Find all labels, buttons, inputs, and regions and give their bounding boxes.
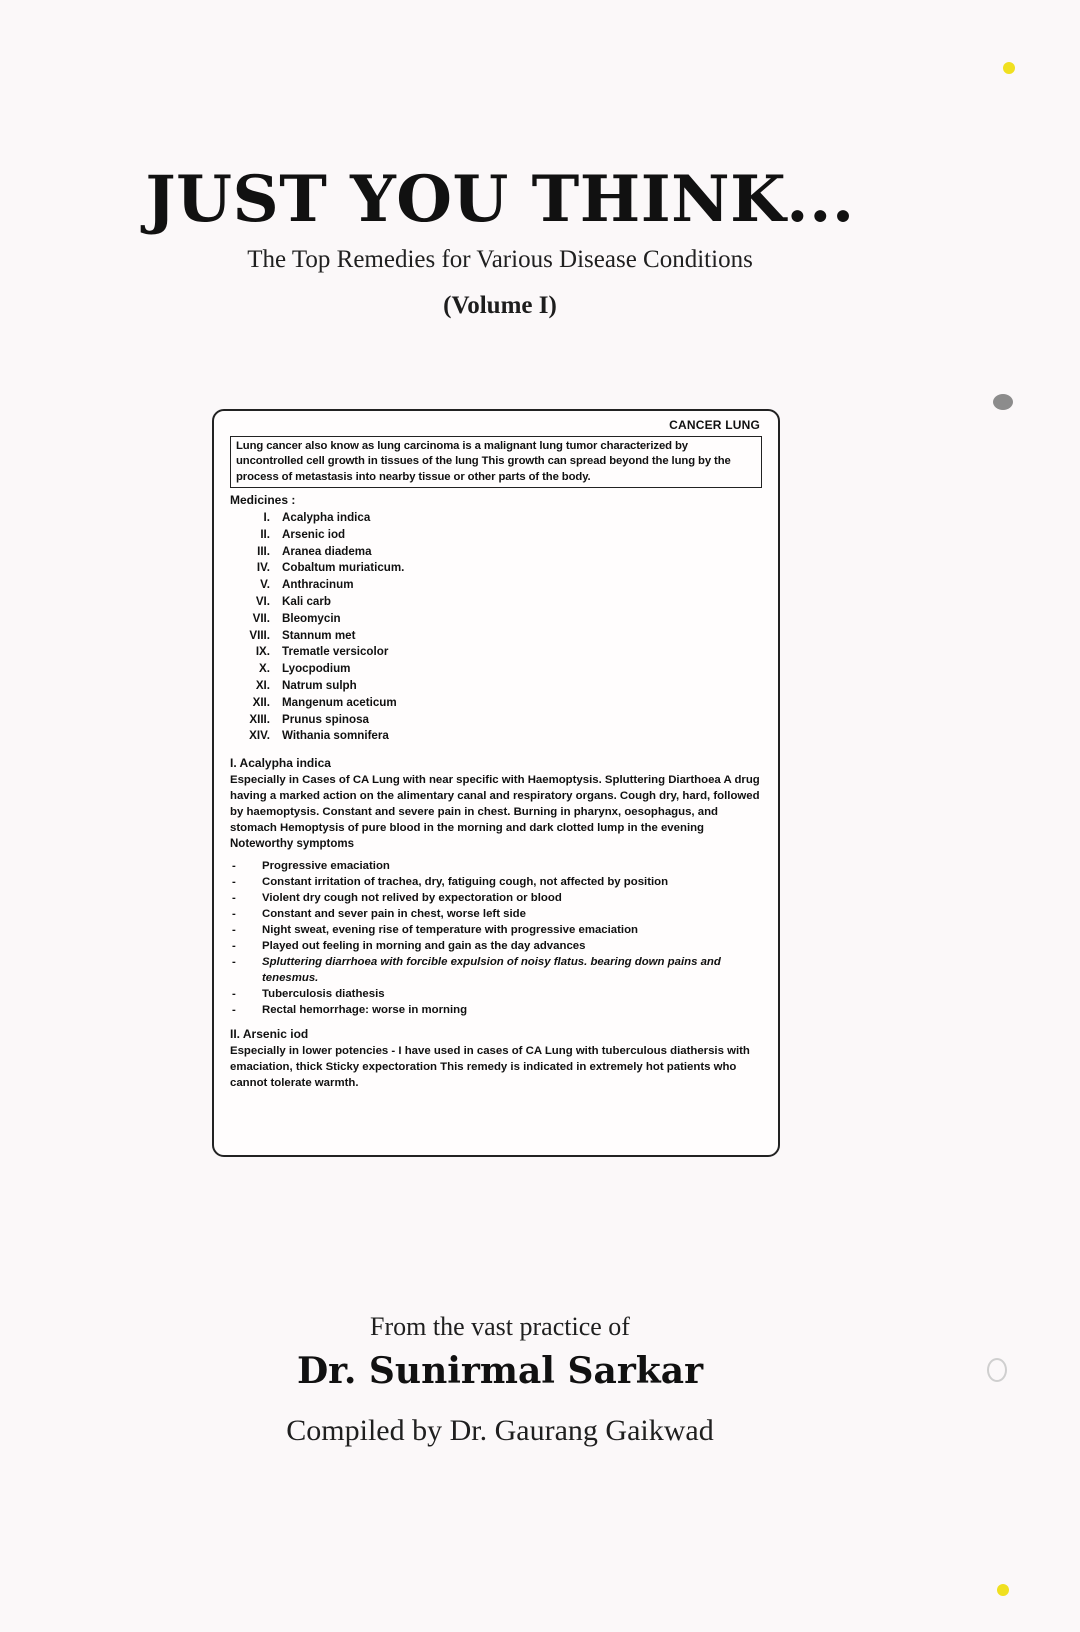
medicine-numeral: VII. (252, 611, 270, 625)
from-practice-line: From the vast practice of (370, 1312, 630, 1341)
dash-bullet: - (232, 1003, 236, 1016)
medicine-item (230, 695, 762, 712)
medicine-name: Anthracinum (282, 578, 354, 592)
cover-excerpt-card (212, 409, 780, 1157)
medicine-numeral: IX. (255, 645, 270, 659)
author-name: Dr. Sunirmal Sarkar (296, 1350, 704, 1392)
symptom-text: Night sweat, evening rise of temperature with progressive emaciation (262, 923, 638, 936)
symptom-text: Progressive emaciation (262, 859, 390, 872)
medicine-name: Mangenum aceticum (282, 695, 397, 709)
symptom-text: Tuberculosis diathesis (262, 987, 385, 1000)
symptom-item (230, 858, 762, 874)
book-volume: (Volume I) (443, 292, 557, 319)
noteworthy-symptoms-heading: Noteworthy symptoms (230, 838, 354, 851)
medicine-item (230, 510, 762, 527)
symptom-item (230, 1002, 762, 1018)
symptom-item (230, 874, 762, 890)
scan-dot-gray-right (993, 394, 1013, 410)
medicine-numeral: III. (257, 544, 270, 558)
medicine-numeral: I. (263, 511, 270, 525)
medicine-name: Withania somnifera (282, 729, 389, 743)
symptom-item (230, 922, 762, 938)
medicine-name: Acalypha indica (282, 511, 371, 525)
medicine-numeral: VIII. (249, 628, 270, 642)
scan-dot-yellow-top (1003, 62, 1015, 74)
medicine-item (230, 644, 762, 661)
medicine-item (230, 678, 762, 695)
medicine-name: Lyocpodium (282, 662, 351, 676)
medicine-item (230, 628, 762, 645)
symptom-text: Violent dry cough not relived by expectoration or blood (262, 891, 562, 904)
medicine-numeral: XII. (252, 695, 270, 709)
symptom-item (230, 986, 762, 1002)
section-arsenic-paragraph: Especially in lower potencies - I have used in cases of CA Lung with tuberculous diathersis with emaciation, thick Sticky expectoration This remedy is indicated in extremely hot patients who cannot tolerate warmth. (230, 1044, 750, 1089)
medicine-numeral: XI. (255, 679, 270, 693)
dash-bullet: - (232, 955, 236, 968)
medicine-name: Aranea diadema (282, 544, 372, 558)
symptom-text: Rectal hemorrhage: worse in morning (262, 1003, 468, 1016)
medicine-numeral: XIV. (249, 729, 270, 743)
medicines-label: Medicines : (230, 493, 296, 508)
dash-bullet: - (232, 939, 236, 952)
book-title: JUST YOU THINK... (145, 162, 855, 237)
medicine-item (230, 712, 762, 729)
symptom-text: Constant irritation of trachea, dry, fatiguing cough, not affected by position (262, 875, 669, 888)
medicine-name: Arsenic iod (282, 527, 346, 541)
excerpt-intro-box: Lung cancer also know as lung carcinoma is a malignant lung tumor characterized by uncontrolled cell growth in tissues of the lung This growth can spread beyond the lung by the process of metastasis into nearby tissue or other parts of the body. (230, 436, 762, 489)
section-arsenic-title: II. Arsenic iod (230, 1026, 309, 1041)
medicine-item (230, 544, 762, 561)
medicine-numeral: II. (260, 527, 270, 541)
medicine-numeral: IV. (256, 561, 270, 575)
medicine-name: Kali carb (282, 595, 331, 609)
medicine-item (230, 611, 762, 628)
dash-bullet: - (232, 923, 236, 936)
medicine-numeral: XIII. (249, 712, 270, 726)
excerpt-heading: CANCER LUNG (669, 418, 760, 432)
dash-bullet: - (232, 875, 236, 888)
dash-bullet: - (232, 987, 236, 1000)
medicine-name: Natrum sulph (282, 679, 357, 693)
medicine-item (230, 527, 762, 544)
medicine-item (230, 661, 762, 678)
medicine-name: Bleomycin (282, 611, 341, 625)
dash-bullet: - (232, 891, 236, 904)
medicine-item (230, 594, 762, 611)
medicine-item (230, 728, 762, 745)
dash-bullet: - (232, 907, 236, 920)
symptoms-list (230, 858, 762, 1018)
medicine-numeral: VI. (255, 595, 270, 609)
book-subtitle: The Top Remedies for Various Disease Conditions (247, 246, 753, 273)
section-acalypha-paragraph: Especially in Cases of CA Lung with near specific with Haemoptysis. Spluttering Diarthoea A drug having a marked action on the alimentary canal and respiratory organs. Cough dry, hard, followed by haemoptysis. Constant and severe pain in chest. Burning in pharynx, oesophagus, and stomach Hemoptysis of pure blood in the morning and dark clotted lump in the evening (230, 774, 760, 835)
medicine-name: Prunus spinosa (282, 712, 369, 726)
medicine-numeral: X. (259, 662, 270, 676)
symptom-item (230, 890, 762, 906)
symptom-text: Constant and sever pain in chest, worse left side (262, 907, 526, 920)
medicine-name: Trematle versicolor (282, 645, 389, 659)
medicine-name: Stannum met (282, 628, 356, 642)
compiler-line: Compiled by Dr. Gaurang Gaikwad (286, 1414, 714, 1447)
scan-dot-yellow-bottom (997, 1584, 1009, 1596)
symptom-item (230, 954, 762, 986)
dash-bullet: - (232, 859, 236, 872)
section-acalypha-title: I. Acalypha indica (230, 756, 331, 771)
medicines-list (230, 510, 762, 745)
symptom-text: Spluttering diarrhoea with forcible expulsion of noisy flatus. bearing down pains and tenesmus. (262, 955, 721, 984)
medicine-item (230, 560, 762, 577)
medicine-name: Cobaltum muriaticum. (282, 561, 405, 575)
medicine-numeral: V. (260, 578, 270, 592)
symptom-item (230, 938, 762, 954)
symptom-item (230, 906, 762, 922)
medicine-item (230, 577, 762, 594)
symptom-text: Played out feeling in morning and gain as the day advances (262, 939, 586, 952)
